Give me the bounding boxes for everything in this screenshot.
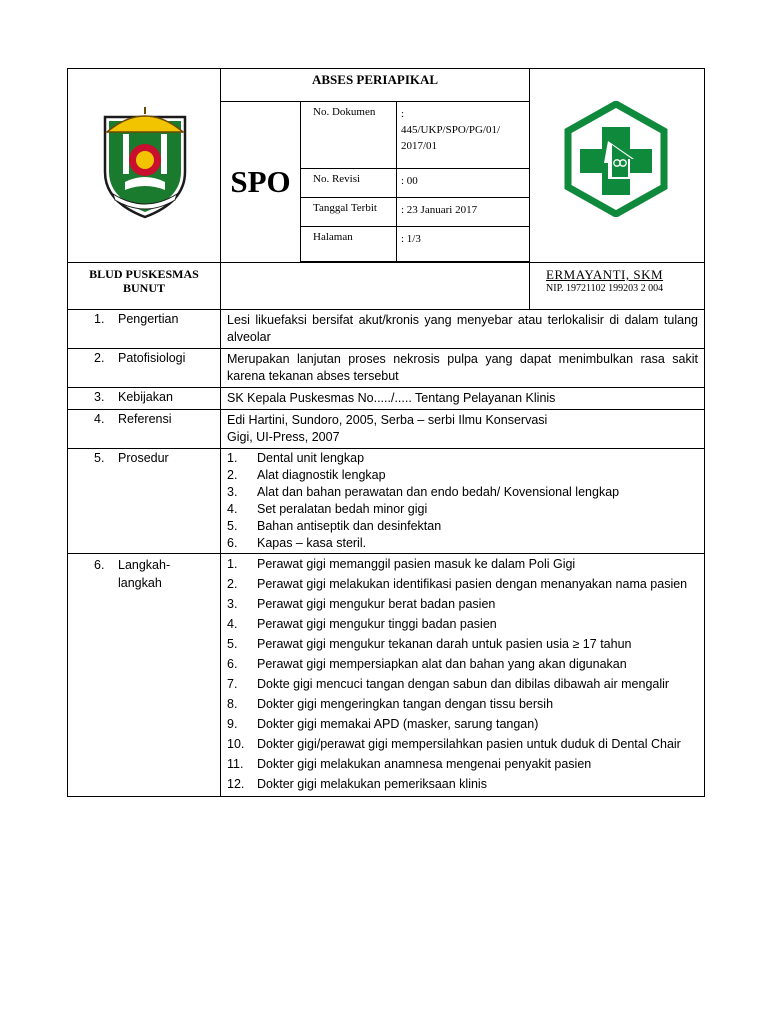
list-item: 5. Bahan antiseptik dan desinfektan (227, 519, 442, 533)
section-label: 2. Patofisiologi (68, 349, 221, 388)
spo-document (67, 68, 704, 797)
doc-number-label: No. Dokumen (301, 102, 397, 169)
issue-date-value: : 23 Januari 2017 (397, 198, 530, 227)
signer-nip: NIP. 19721102 199203 2 004 (546, 283, 664, 294)
section-row (68, 349, 705, 388)
document-title: ABSES PERIAPIKAL (221, 69, 530, 102)
list-item: 5. Perawat gigi mengukur tekanan darah untuk pasien usia ≥ 17 tahun (227, 637, 632, 651)
section-text: Lesi likuefaksi bersifat akut/kronis yang menyebar atau terlokalisir di dalam tulang alveolar (221, 310, 705, 349)
section-row (68, 388, 705, 410)
list-item: 8. Dokter gigi mengeringkan tangan dengan tissu bersih (227, 697, 554, 711)
right-logo-cell (530, 69, 705, 263)
signature-block (530, 263, 705, 310)
doc-number-prefix: : (401, 108, 405, 120)
section-label: 1. Pengertian (68, 310, 221, 349)
list-item: 3. Alat dan bahan perawatan dan endo bedah/ Kovensional lengkap (227, 485, 620, 499)
section-row (68, 554, 705, 797)
list-item: 1. Perawat gigi memanggil pasien masuk ke dalam Poli Gigi (227, 557, 576, 571)
list-item: 9. Dokter gigi memakai APD (masker, sarung tangan) (227, 717, 539, 731)
list-item: 6. Perawat gigi mempersiapkan alat dan bahan yang akan digunakan (227, 657, 627, 671)
list-item: 1. Dental unit lengkap (227, 451, 365, 465)
section-label: 5. Prosedur (68, 449, 221, 554)
puskesmas-logo-icon (564, 101, 668, 217)
list-item: 7. Dokte gigi mencuci tangan dengan sabun dan dibilas dibawah air mengalir (227, 677, 670, 691)
left-logo-cell (68, 69, 221, 263)
doc-number-value (397, 102, 530, 169)
regency-crest-icon (95, 102, 195, 222)
section-text: SK Kepala Puskesmas No...../..... Tentang Pelayanan Klinis (221, 388, 705, 410)
section-list (221, 449, 705, 554)
list-item: 3. Perawat gigi mengukur berat badan pasien (227, 597, 496, 611)
list-item: 2. Perawat gigi melakukan identifikasi pasien dengan menanyakan nama pasien (227, 577, 688, 591)
section-row (68, 449, 705, 554)
organization-name (68, 263, 221, 310)
section-text: Merupakan lanjutan proses nekrosis pulpa yang dapat menimbulkan rasa sakit karena tekanan abses tersebut (221, 349, 705, 388)
header-table (67, 68, 705, 310)
list-item: 10. Dokter gigi/perawat gigi mempersilahkan pasien untuk duduk di Dental Chair (227, 737, 681, 751)
list-item: 6. Kapas – kasa steril. (227, 536, 367, 550)
revision-value: : 00 (397, 169, 530, 198)
doc-number-text: 445/UKP/SPO/PG/01/ 2017/01 (401, 124, 501, 152)
section-list (221, 554, 705, 797)
list-item: 4. Set peralatan bedah minor gigi (227, 502, 428, 516)
blank-signature-area (221, 263, 530, 310)
signer-name: ERMAYANTI, SKM (546, 267, 664, 282)
section-label: 6. Langkah- langkah (68, 554, 221, 797)
section-row (68, 310, 705, 349)
issue-date-label: Tanggal Terbit (301, 198, 397, 227)
section-label: 3. Kebijakan (68, 388, 221, 410)
spo-label: SPO (221, 102, 301, 263)
revision-label: No. Revisi (301, 169, 397, 198)
org-name-line2: BUNUT (122, 281, 165, 295)
section-label: 4. Referensi (68, 410, 221, 449)
list-item: 4. Perawat gigi mengukur tinggi badan pasien (227, 617, 497, 631)
section-text: Edi Hartini, Sundoro, 2005, Serba – serbi Ilmu Konservasi Gigi, UI-Press, 2007 (221, 410, 705, 449)
list-item: 12. Dokter gigi melakukan pemeriksaan klinis (227, 777, 487, 791)
section-row (68, 410, 705, 449)
content-table (67, 309, 705, 797)
org-name-line1: BLUD PUSKESMAS (89, 267, 199, 281)
list-item: 2. Alat diagnostik lengkap (227, 468, 386, 482)
page-value: : 1/3 (397, 227, 530, 262)
page-label: Halaman (301, 227, 397, 262)
list-item: 11. Dokter gigi melakukan anamnesa mengenai penyakit pasien (227, 757, 592, 771)
